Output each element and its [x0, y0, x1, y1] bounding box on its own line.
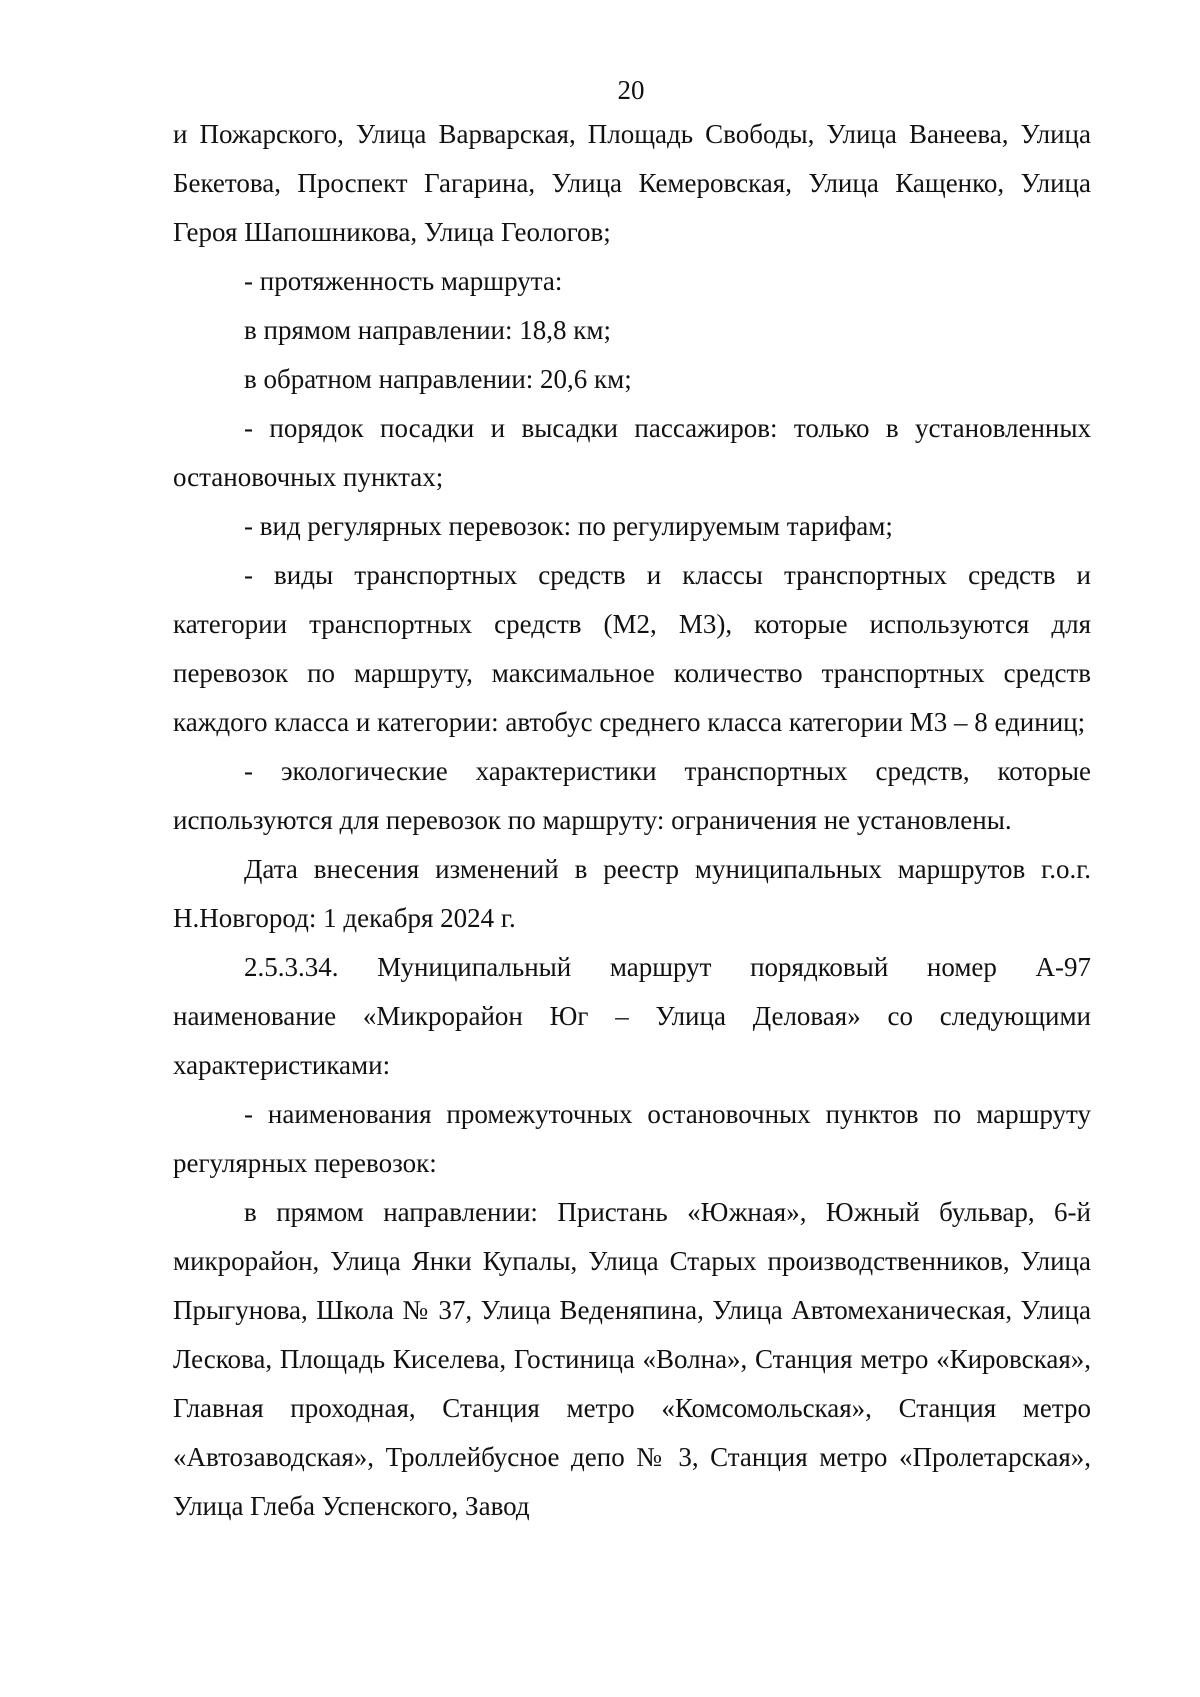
paragraph-12: в прямом направлении: Пристань «Южная», Южный бульвар, 6-й микрорайон, Улица Янки Купалы, Улица Старых производственников, Улица Прыгунова, Школа № 37, Улица Веденяпина, Улица Автомеханическая, Улица Лескова, Площадь Киселева, Гостиница «Волна», Станция метро «Кировская», Главная проходная, Станция метро «Комсомольская», Станция метро «Автозаводская», Троллейбусное депо № 3, Станция метро «Пролетарская», Улица Глеба Успенского, Завод [173, 1197, 1091, 1521]
document-body [173, 110, 1091, 1531]
paragraph-1: и Пожарского, Улица Варварская, Площадь Свободы, Улица Ванеева, Улица Бекетова, Проспект Гагарина, Улица Кемеровская, Улица Кащенко, Улица Героя Шапошникова, Улица Геологов; [173, 119, 1091, 247]
paragraph-8: - экологические характеристики транспортных средств, которые используются для перевозок по маршруту: ограничения не установлены. [173, 756, 1091, 835]
paragraph-4: в обратном направлении: 20,6 км; [244, 364, 632, 394]
paragraph-3: в прямом направлении: 18,8 км; [244, 315, 611, 345]
paragraph-10: 2.5.3.34. Муниципальный маршрут порядковый номер А-97 наименование «Микрорайон Юг – Улица Деловая» со следующими характеристиками: [173, 952, 1091, 1080]
paragraph-5: - порядок посадки и высадки пассажиров: только в установленных остановочных пунктах; [173, 413, 1091, 492]
page-number: 20 [617, 75, 645, 105]
paragraph-2: - протяженность маршрута: [244, 266, 563, 296]
paragraph-6: - вид регулярных перевозок: по регулируемым тарифам; [244, 511, 893, 541]
paragraph-9: Дата внесения изменений в реестр муниципальных маршрутов г.о.г. Н.Новгород: 1 декабря 2024 г. [173, 854, 1091, 933]
paragraph-11: - наименования промежуточных остановочных пунктов по маршруту регулярных перевозок: [173, 1099, 1091, 1178]
paragraph-7: - виды транспортных средств и классы транспортных средств и категории транспортных средств (М2, М3), которые используются для перевозок по маршруту, максимальное количество транспортных средств каждого класса и категории: автобус среднего класса категории М3 – 8 единиц; [173, 560, 1091, 737]
